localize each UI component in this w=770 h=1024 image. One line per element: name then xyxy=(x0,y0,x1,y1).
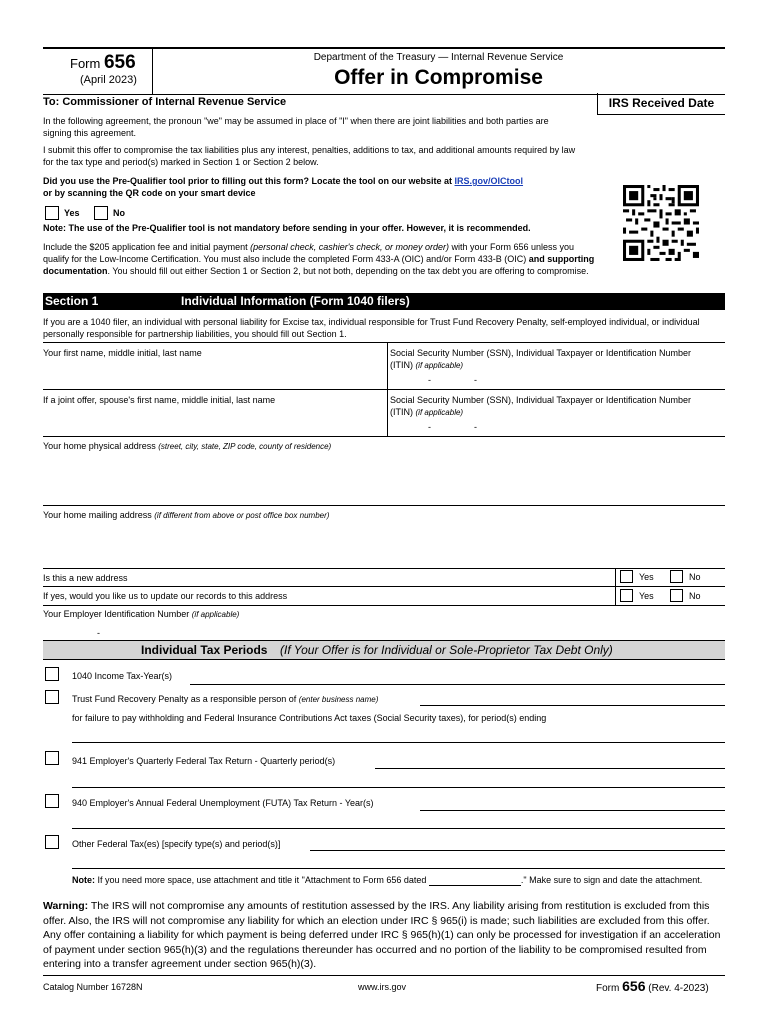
form-number: 656 xyxy=(103,52,136,73)
prequalifier-yes-checkbox[interactable] xyxy=(45,206,59,220)
form-label xyxy=(70,52,136,74)
intro-paragraph-2: I submit this offer to compromise the tax liabilities plus any interest, penalties, additions to tax, and additional amounts required by law for the tax type and period(s) marked in Section 1 or Section 2 below. xyxy=(43,145,576,167)
tax-other-checkbox[interactable] xyxy=(45,835,59,849)
ein-dash: - xyxy=(97,628,100,638)
update-records-no-label: No xyxy=(689,591,701,601)
update-records-no-checkbox[interactable] xyxy=(670,589,683,602)
section-1-header xyxy=(43,293,725,310)
intro-paragraph-1: In the following agreement, the pronoun "we" may be assumed in place of "I" when there are joint liabilities and both parties are signing this agreement. xyxy=(43,116,549,138)
name-label: Your first name, middle initial, last name xyxy=(43,348,202,358)
received-date-box xyxy=(597,93,725,115)
footer-form xyxy=(596,978,709,994)
spouse-ssn-dash-1: - xyxy=(428,422,431,432)
tax-941-checkbox[interactable] xyxy=(45,751,59,765)
catalog-number: Catalog Number 16728N xyxy=(43,982,143,992)
qr-code-icon xyxy=(623,185,699,261)
section-1-title: Individual Information (Form 1040 filers) xyxy=(181,294,410,308)
tax-tfrp-continuation: for failure to pay withholding and Federal Insurance Contributions Act taxes (Social Security taxes), for period(s) ending xyxy=(72,713,547,723)
tax-940-label: 940 Employer's Annual Federal Unemployment (FUTA) Tax Return - Year(s) xyxy=(72,798,374,808)
attachment-note-text-a: If you need more space, use attachment and title it "Attachment to Form 656 dated xyxy=(97,875,427,885)
form-word: Form xyxy=(70,56,101,71)
new-address-no-label: No xyxy=(689,572,701,582)
prequalifier-yes-label: Yes xyxy=(64,208,80,218)
ssn-dash-2: - xyxy=(474,375,477,385)
tax-tfrp-checkbox[interactable] xyxy=(45,690,59,704)
spouse-name-label: If a joint offer, spouse's first name, middle initial, last name xyxy=(43,395,276,405)
new-address-yes-checkbox[interactable] xyxy=(620,570,633,583)
ein-label xyxy=(43,608,239,620)
update-records-yes-label: Yes xyxy=(639,591,654,601)
tax-periods-subtitle: (If Your Offer is for Individual or Sole-Proprietor Tax Debt Only) xyxy=(280,643,613,657)
ssn-if-applicable: (if applicable) xyxy=(415,361,464,370)
home-address-hint: (street, city, state, ZIP code, county of residence) xyxy=(158,442,332,451)
page-title: Offer in Compromise xyxy=(334,66,543,89)
tax-periods-header xyxy=(43,640,725,660)
ssn-label xyxy=(390,347,710,371)
website: www.irs.gov xyxy=(358,982,407,992)
warning-paragraph xyxy=(43,899,723,972)
mailing-address-field[interactable] xyxy=(43,506,725,568)
home-address-text: Your home physical address xyxy=(43,441,156,451)
department: Department of the Treasury — Internal Revenue Service xyxy=(313,52,564,63)
tax-other-label: Other Federal Tax(es) [specify type(s) and period(s)] xyxy=(72,839,281,849)
prequalifier-no-checkbox[interactable] xyxy=(94,206,108,220)
fee-paragraph xyxy=(43,241,598,277)
form-date: (April 2023) xyxy=(80,74,137,86)
footer-revision: (Rev. 4-2023) xyxy=(648,983,709,994)
tax-tfrp-label xyxy=(72,693,378,705)
fee-text-d: and supporting documentation xyxy=(43,254,595,276)
update-records-question: If yes, would you like us to update our records to this address xyxy=(43,591,288,601)
new-address-no-checkbox[interactable] xyxy=(670,570,683,583)
tax-1040-checkbox[interactable] xyxy=(45,667,59,681)
ein-label-text: Your Employer Identification Number xyxy=(43,609,190,619)
spouse-ssn-label xyxy=(390,394,710,418)
mailing-address-hint: (if different from above or post office box number) xyxy=(154,511,330,520)
attachment-note-label: Note: xyxy=(72,875,95,885)
footer-form-number: 656 xyxy=(622,978,646,994)
attachment-note-text-b: ." Make sure to sign and date the attachment. xyxy=(520,875,703,885)
fee-text-a: Include the $205 application fee and initial payment xyxy=(43,242,248,252)
fee-text-c: with your Form 656 unless you qualify for the Low-Income Certification. You must also include the completed Form 433-A (OIC) and/or Form 433-B (OIC) xyxy=(43,242,575,264)
mailing-address-text: Your home mailing address xyxy=(43,510,152,520)
received-date-label: IRS Received Date xyxy=(608,96,715,110)
ssn-dash-1: - xyxy=(428,375,431,385)
footer-form-word: Form xyxy=(596,983,620,994)
spouse-ssn-label-text: Social Security Number (SSN), Individual Taxpayer or Identification Number (ITIN) xyxy=(390,395,691,417)
section-1-label: Section 1 xyxy=(45,294,99,308)
tax-941-label: 941 Employer's Quarterly Federal Tax Return - Quarterly period(s) xyxy=(72,756,336,766)
spouse-ssn-dash-2: - xyxy=(474,422,477,432)
tax-periods-title: Individual Tax Periods xyxy=(141,643,268,657)
update-records-yes-checkbox[interactable] xyxy=(620,589,633,602)
attachment-date-field[interactable] xyxy=(429,876,521,886)
warning-label: Warning: xyxy=(43,900,89,912)
prequalifier-link[interactable]: IRS.gov/OICtool xyxy=(454,176,524,186)
new-address-question: Is this a new address xyxy=(43,573,128,583)
ssn-label-text: Social Security Number (SSN), Individual Taxpayer or Identification Number (ITIN) xyxy=(390,348,691,370)
fee-text-b: (personal check, cashier's check, or money order) xyxy=(250,242,449,252)
tax-1040-label: 1040 Income Tax-Year(s) xyxy=(72,671,173,681)
home-address-field[interactable] xyxy=(43,437,725,505)
new-address-yes-label: Yes xyxy=(639,572,654,582)
prequalifier-text-2: or by scanning the QR code on your smart device xyxy=(43,188,256,198)
attachment-note xyxy=(72,874,722,886)
tax-tfrp-hint: (enter business name) xyxy=(298,695,379,704)
tax-tfrp-text: Trust Fund Recovery Penalty as a responsible person of xyxy=(72,694,297,704)
section-1-description: If you are a 1040 filer, an individual with personal liability for Excise tax, individual responsible for Trust Fund Recovery Penalty, self-employed individual, or individual personally responsible for partnership liabilities, you should fill out Section 1. xyxy=(43,317,700,339)
tax-940-checkbox[interactable] xyxy=(45,794,59,808)
to-line: To: Commissioner of Internal Revenue Service xyxy=(43,96,287,108)
name-field[interactable] xyxy=(43,342,387,388)
prequalifier-text: Did you use the Pre-Qualifier tool prior to filling out this form? Locate the tool on our website at xyxy=(43,176,453,186)
fee-text-e: . You should fill out either Section 1 or Section 2, but not both, depending on the tax debt you are offering to compromise. xyxy=(107,266,589,276)
warning-text: The IRS will not compromise any amounts of restitution assessed by the IRS. Any liability arising from restitution is excluded from this offer. Also, the IRS will not compromise any liability for which an election under IRC § 965(i) is made; such liabilities are excluded from this offer. Any offer containing a liability for which payment is being deferred under IRC § 965(h)(1) can only be processed for investigation if an acceleration of payment under section 965(h)(3) and the regulations thereunder has occurred and no portion of the liability to be compromised resulted from entering into a transfer agreement under section 965(h)(3). xyxy=(43,900,721,970)
ein-hint: (if applicable) xyxy=(191,610,240,619)
prequalifier-note: Note: The use of the Pre-Qualifier tool is not mandatory before sending in your offer. However, it is recommended. xyxy=(43,223,531,233)
spouse-ssn-if-applicable: (if applicable) xyxy=(415,408,464,417)
prequalifier-question xyxy=(43,175,603,199)
prequalifier-no-label: No xyxy=(113,208,125,218)
